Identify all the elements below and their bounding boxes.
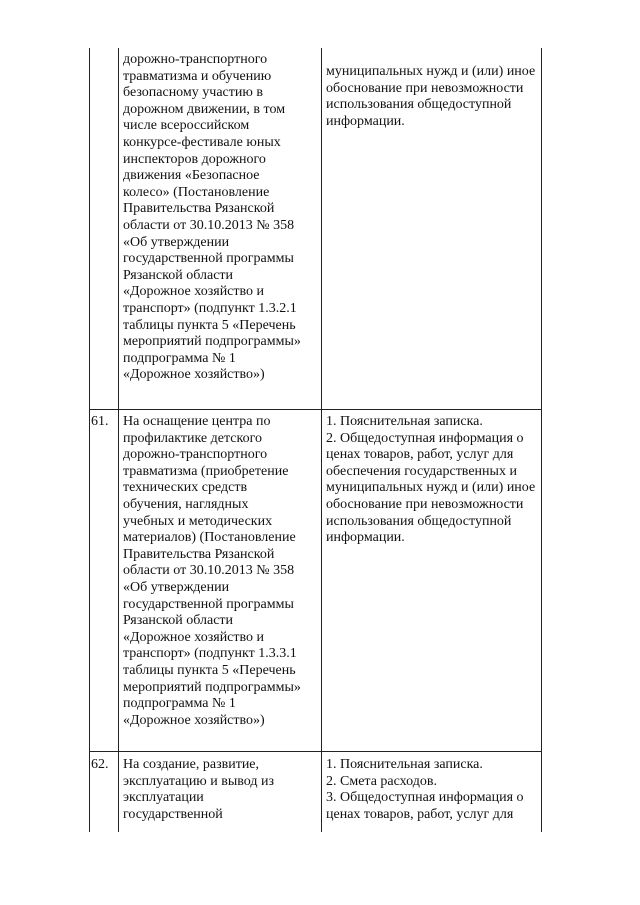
text-line: На создание, развитие, <box>123 757 260 772</box>
documents-cell <box>326 414 540 547</box>
text-line: травматизма и обучению <box>123 68 272 84</box>
text-line: Рязанской области <box>123 613 234 629</box>
description-cell <box>123 52 319 384</box>
text-line: «Дорожное хозяйство») <box>123 367 265 383</box>
text-line: транспорт» (подпункт 1.3.2.1 <box>123 300 297 316</box>
column-divider-2 <box>321 48 322 832</box>
text-line: информации. <box>326 113 405 129</box>
text-line: мероприятий подпрограммы» <box>123 679 301 695</box>
text-line: числе всероссийском <box>123 118 250 134</box>
row-divider-2 <box>89 751 542 752</box>
text-line: области от 30.10.2013 № 358 <box>123 217 295 233</box>
description-cell <box>123 414 319 729</box>
text-line: муниципальных нужд и (или) иное <box>326 480 536 496</box>
text-line: материалов) (Постановление <box>123 530 296 546</box>
text-line: 1. Пояснительная записка. <box>326 757 483 772</box>
documents-cell <box>326 64 540 130</box>
text-line: «Дорожное хозяйство») <box>123 712 265 728</box>
text-line: информации. <box>326 530 405 546</box>
text-line: подпрограмма № 1 <box>123 696 236 712</box>
table-border-left <box>89 48 90 832</box>
documents-cell <box>326 757 540 823</box>
text-line: обоснование при невозможности <box>326 496 524 512</box>
row-number: 61. <box>91 414 109 429</box>
text-line: государственной программы <box>123 596 294 612</box>
text-line: «Дорожное хозяйство и <box>123 629 265 645</box>
text-line: государственной <box>123 806 223 822</box>
description-cell <box>123 757 319 823</box>
text-line: 2. Общедоступная информация о <box>326 430 524 446</box>
text-line: таблицы пункта 5 «Перечень <box>123 662 296 678</box>
text-line: обеспечения государственных и <box>326 463 517 479</box>
text-line: таблицы пункта 5 «Перечень <box>123 317 296 333</box>
text-line: эксплуатацию и вывод из <box>123 773 275 789</box>
text-line: области от 30.10.2013 № 358 <box>123 563 295 579</box>
text-line: колесо» (Постановление <box>123 184 270 200</box>
text-line: государственной программы <box>123 251 294 267</box>
text-line: безопасному участию в <box>123 85 263 101</box>
column-divider-1 <box>118 48 119 832</box>
text-line: профилактике детского <box>123 430 262 446</box>
text-line: учебных и методических <box>123 513 273 529</box>
text-line: транспорт» (подпункт 1.3.3.1 <box>123 646 297 662</box>
text-line: Правительства Рязанской <box>123 546 275 562</box>
text-line: 2. Смета расходов. <box>326 773 437 789</box>
text-line: «Об утверждении <box>123 234 230 250</box>
text-line: муниципальных нужд и (или) иное <box>326 64 536 79</box>
text-line: На оснащение центра по <box>123 414 271 429</box>
text-line: Правительства Рязанской <box>123 201 275 217</box>
text-line: конкурсе-фестивале юных <box>123 134 281 150</box>
text-line: обучения, наглядных <box>123 496 249 512</box>
text-line: ценах товаров, работ, услуг для <box>326 806 514 822</box>
text-line: 3. Общедоступная информация о <box>326 790 524 806</box>
row-number: 62. <box>91 757 109 772</box>
text-line: «Дорожное хозяйство и <box>123 284 265 300</box>
text-line: обоснование при невозможности <box>326 80 524 96</box>
text-line: движения «Безопасное <box>123 168 260 184</box>
row-divider-1 <box>89 409 542 410</box>
text-line: дорожно-транспортного <box>123 52 268 67</box>
text-line: использования общедоступной <box>326 513 512 529</box>
table-border-right <box>541 48 542 832</box>
text-line: подпрограмма № 1 <box>123 350 236 366</box>
text-line: ценах товаров, работ, услуг для <box>326 447 514 463</box>
text-line: Рязанской области <box>123 267 234 283</box>
text-line: мероприятий подпрограммы» <box>123 334 301 350</box>
text-line: технических средств <box>123 480 248 496</box>
text-line: использования общедоступной <box>326 97 512 113</box>
text-line: дорожном движении, в том <box>123 101 286 117</box>
requirements-table <box>89 48 542 832</box>
text-line: эксплуатации <box>123 790 204 806</box>
text-line: дорожно-транспортного <box>123 447 268 463</box>
text-line: инспекторов дорожного <box>123 151 266 167</box>
text-line: травматизма (приобретение <box>123 463 289 479</box>
text-line: «Об утверждении <box>123 579 230 595</box>
text-line: 1. Пояснительная записка. <box>326 414 483 429</box>
